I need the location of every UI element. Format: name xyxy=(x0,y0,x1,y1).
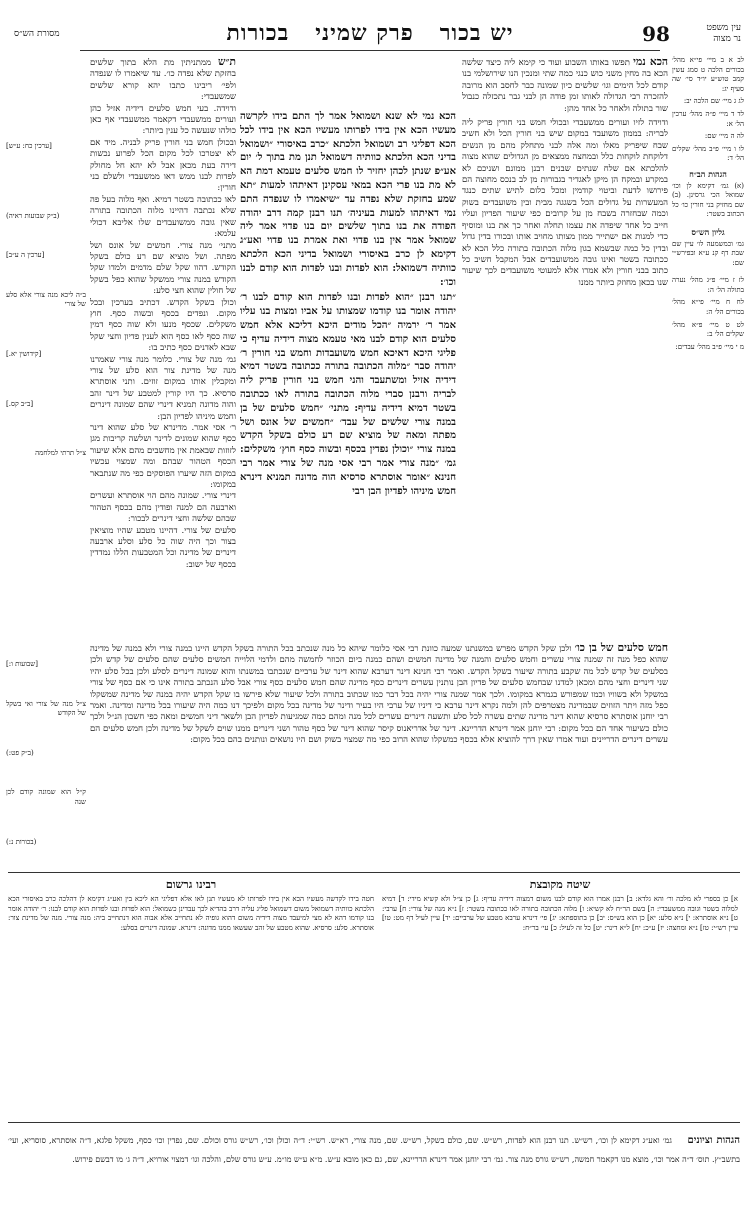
rashi-column xyxy=(462,56,668,622)
ein-mishpat-entry: לז ז מיי׳ פ״ג מהל׳ נערה בתולה הל׳ ה: xyxy=(672,276,744,294)
page-number: 98 xyxy=(642,22,670,46)
shita-mekubetzet xyxy=(382,878,738,1114)
lower-commentary xyxy=(90,642,668,800)
hagahot-habach: (א) גמ׳ דקימא לן וכו׳ שמואל הכי גרסינן. (ב) שם מחזיק בני חורין כו׳ כל הכתוב בשטר: xyxy=(672,181,744,219)
tosafot-paragraph: ובכולן חמש בני חורין פריק לבניה. מיד אם לא יצטרכו לכל מקום הכל לפרוע נכשות דירה בעת מכאן אבל לא יהא חל מחולק לפדות לבנו ממש דאו ממשעבדי ולשלם בני חורין: xyxy=(90,137,236,194)
ein-mishpat-entry: לו ו מיי׳ פ״ב מהל׳ שקלים הל׳ ד: xyxy=(672,144,744,163)
rashi-lead-word: הכא נמי xyxy=(633,56,668,68)
masoret-note: [ערכין ה ע״ב] xyxy=(6,251,45,260)
rashi-paragraph: ודוידה לזיו ועורים ממשעבדי ובכולי חמש בני חורין פריק ליה לבריה: בממון משועבד במקום שיש בני חורין הכל ולא חשיב שבח שיפריק מאלו ומה אלה לבני מתחלק מהם מן הנשים דלוקחת לוקחות כלל ובמחצה ממצאים מן הגדולים שהוא מצוה להלכתא אם שלח שנתים שבנים רבנן ממונם ושניכם לא במקרע ובמקח הן מיקן לאגדיר בגבורות מן לב בנכס מחוצה הם פירושו לדעת וביטוי קודמין ומכל כלום לתיש שתים כנגד המעשרות על גדולים הכל בשגגה מבית ובין משועבדים בשוק וכמה שבחזרה בשבח מן על קרובים כפי שיעור הפדיון ועליו חייב כל אחד שיפדה את עצמו תחלה ואחר כך את בנו ומוסיף כדי למנות אם ישתייר ממון מצותו מחויב אותו ובכורו בדין גדול ובדין כל כמה שבשמא בגון מלוה הכתובה בתורה כלל הכא לא ככתובה בשטר ואינו גובה ממשועבדים אבל המקבל חשיב כל כתוב בבני חורין ולא אמרו אלא למעוטי משועבדים לכך שיעור שנו בכאן מחוזק ביותר ממנו xyxy=(462,118,668,288)
masoret-note: [קידושין יא.] xyxy=(6,349,42,358)
ein-mishpat-entry: לה ה מיי׳ שם: xyxy=(704,132,744,141)
shita-mekubetzet-title: שיטה מקובצת xyxy=(529,878,591,891)
ein-mishpat-entry: מ י מיי׳ פ״ב מהל׳ עבדים: xyxy=(675,342,744,351)
masoret-side-note: צ״ל מנה של צורי ואי בשקל של הקודש xyxy=(6,699,86,718)
masoret-note: [ב״ב קס.] xyxy=(6,399,34,408)
tosafot-column xyxy=(90,56,236,622)
tosafot-paragraph: ודוידה. בעי חמש סלעים דידיה אזיל כהן ועורים ממשעבדי דקאמר ממשעבדי אף כאן כולהו שנעשה כל ענין ביותר: xyxy=(90,103,236,137)
masoret-note: (בכורות נ:) xyxy=(6,837,37,846)
tosafot-paragraph: דינרי צורי. שמונה מהם הוי אוסתרא ועשרים וארבעה הם למנה ופודין מהם בכסף הטהור שבהם שלשה וחצי דינרים לבכור: xyxy=(90,491,236,525)
ein-mishpat-entry: לח ח מיי׳ פי״א מהל׳ בכורים הל׳ ה: xyxy=(672,298,744,317)
masoret-hashas-label: מסורת הש״ס xyxy=(14,29,60,39)
tosafot-paragraph: סלעים של צורי. דהיינו מטבע שהיו מוציאין בצור וכך היה שוה כל סלע וסלע ארבעה דינרים של מדינה וכל המטבעות הללו נמדדין בכסף של ישוב: xyxy=(90,525,236,570)
section-divider xyxy=(8,872,740,873)
masoret-note: (ב״ק שבועות ראיה) xyxy=(6,211,60,220)
page-title: יש בכור פרק שמיני בכורות xyxy=(226,20,514,46)
gemara-paragraph: הכא נמי לא שנא ושמואל אמר לך התם בידו לקרשה מעשיו הכא אין בידו לפרותו מעשיו הכא אין בידו לכל הכא דפליגי רב ושמואל הלכתא ״כרב באיסורי ״ושמואל בדיני הכא הלכתא כוותיה דשמואל תנן מת בתוך ל׳ יום אע״פ שנתן לכהן יחזיר לו חמש סלעים טעמא דמת הא לא מת בנו פרי הכא במאי עסקינן דאיתהו למעות ״תא שמע בחזקת שלא נפדה עד ״שיאמרו לו שנפדה התם נמי דאיתהו למעות בעיניה׳ תנו רבנן קמה דרב יהודה הפודה את בנו בתוך שלשים יום בנו פדוי אמר ליה שמואל אמר אין בנו פדוי ואת אמרת בנו פדוי ואע״ג דקימא לן כרב באיסורי ושמואל בדיני הכא הלכתא כוותיה דשמואל: הוא לפדות ובנו לפדות הוא קודם לבנו וכו׳: xyxy=(240,111,456,288)
masoret-hashas-margin xyxy=(6,56,86,616)
masoret-note: [ערכין כח: ע״ש] xyxy=(6,142,52,150)
tosafot-paragraph: ממתניתין מת הלא בתוך שלשים בחזקת שלא נפדה כו׳. עד שיאמרו לו שנפדה ולפי׳ ריבינו כתבו יהא קורא שלשים שמשעבדי: xyxy=(90,58,236,103)
ein-mishpat-entry: לג ג מיי׳ שם הלכה יב: xyxy=(683,97,744,106)
hagahot-vetziyunim-text: גמ׳ ואע״ג דקימא לן וכו׳, רש״ש. תנו רבנן הוא לפדות, רש״ש. שם, כולם בשקל, רש״ש. שם, מנה צורי, רא״ש. רש״י: ד״ה וכולן וכו׳, רש״ש גורס וכולם. שם, נפדין וכו׳ כסף, משקל פלגא, ד״ה אוסתרא, סוסריא, ועי׳ בתשב״ץ. תוס׳ ד״ה אמר וכו׳, מוצא מנו דקאמר חמשה, רש״ש גורס מנה צור. גמ׳ רבי יוחנן אמר דינרא הדריינא, שם, גם כאן מובא ע״ש. מ״א ע״ש מו״מ. ע״ש גורס שלם, והלכה וגו׳ דמצוי אורויא, ד״ה ג׳ מו דבשם פירוש. xyxy=(8,1136,740,1164)
ein-mishpat-label: עין משפט נר מצוה xyxy=(706,23,741,44)
ein-mishpat-margin xyxy=(672,56,744,616)
masoret-note: [שבועות ו:] xyxy=(6,660,38,668)
ein-mishpat-entry: לד ד מיי׳ פ״ה מהל׳ ערכין הל׳ א: xyxy=(672,109,744,128)
header-rule xyxy=(80,50,660,51)
rabbeinu-gershom xyxy=(8,878,374,1114)
rashi-paragraph: תפשו באותו השבוע ועוד כי קימא ליה כיצד שלשה הכא בה מחין משני כוש כנגי כמה שתי ומנכין הנו שירושלמי בנו קודם לכל הימים וגו׳ שלשים כיון שמונה כבר לחסב הוא מרובה להזכרה רבי הגדולה לאותו זמן פודה הן לבני גבר נתכזלה כנבול שור בתולה ולאחר כל אחד מהן: xyxy=(462,58,668,114)
masoret-side-note: ב״ה ליכא מנה צורי אלא סלע של צורי xyxy=(6,290,86,309)
page-header xyxy=(0,0,747,46)
tosafot-paragraph: וכולן בשקל הקדש. דכתיב בערכין ובכל מקום. ונפדים בכסף ובשוה כסף. חוץ משקלים. שכסף מנעו ולא שוה כסף דמין שוה כסף לאו כסף הוא לענין פדיון וחצי שקל שבא לאדנים כסף כתיב בו: xyxy=(90,297,236,354)
rabbeinu-gershom-title: רבינו גרשום xyxy=(165,878,217,891)
gemara-paragraph: ״תנו רבנן ״הוא לפדות ובנו לפדות הוא קודם לבנו ר׳ יהודה אומר בנו קודמו שמצותו על אביו ומצות בנו עליו אמר ר׳ ירמיה ״הכל מודים היכא דליכא אלא חמש סלעים הוא קודם לבנו מאי טעמא מצוה דידיה עדיף כי פליגי היכא דאיכא חמש משועבדות וחמש בני חורין ר׳ יהודה סבר ״מלוה הכתובה בתורה ככתובה בשטר דמיא דידיה אזיל ומשתעבד והני חמש בני חורין פריק ליה לבריה ורבנן סברי מלוה הכתובה בתורה לאו ככתובה בשטר דמיא דידיה עדיף: מתני׳ ״חמש סלעים של בן במנה צורי שלשים של עבד׳ ״חמשים של אונס ושל מפתה ומאה של מוציא שם רע כולם בשקל הקדש במנה צורי ״וכולן נפדין בכסף ובשוה כסף חוץ׳ משקלים: גמ׳ ״מנה צורי אמר רבי אסי מנה של צורי אמר רבי חנינא ״אומר אוסתרא סרסיא הוה מדונה תמניא דינרא חמש מיניהו לפדיון הבן רבי xyxy=(240,292,456,497)
lower-lead-word: חמש סלעים של בן כו׳ xyxy=(574,642,668,654)
shita-mekubetzet-text: א] כן בספרי לא מלכה ור׳ והא גלדא: ב] רבנן אמרו הוא קודם לבנו משום דמצוה דידיה עדיף: ג] כן צ״ל ולא קשיא מידי: ד] דמיא למלוה בשטר וגובה ממשעבדי: ה] בשם הר״ח לא קשיא: ו] מלוה הכתובה בתורה לאו ככתובה בשטר: ז] נ״א מנה של צורי: ח] ערבי: ט] נ״א אוסתרא: י] נ״א סלע: יא] כן הוא בש״ס: יב] כן בתוספתא: יג] פי׳ דינרא ערבא מטבע של ערביים: יד] עיין לעיל דף מט: טו] עיין רש״י: טז] נ״א ומחצה: יז] ע״כ: יח] ל״א דינר: יט] כל זה לעיל: כ] עי׳ בר״ח: xyxy=(382,895,738,932)
hagahot-habach-title: הגהות הב״ח xyxy=(689,168,727,179)
footer xyxy=(8,1128,740,1214)
tosafot-paragraph: ר׳ אסי אמר. מדינרא של סלע שהוא דינר כסף שהוא שמונים לדינר ושלשה קריבות מגן לזוזות שבאמת אין מחשבים מהם אלא שיעור הכסף הטהור שבהם ומה שמצוי עכשיו במקום הזה שיערו הפוסקים כפי מה שנתבאר במקומו: xyxy=(90,423,236,491)
rabbeinu-gershom-text: חטה בידו לקדשה מעשיו הכא אין בידו לפרותו לא מעשיו תנן לאו אלא דפליגי הא ליכא בין ואע״ג דקימא לן דהלכה כרב באיסורי הכא הלכתא כוותיה דשמואל משום דשמואל פליג עליה דרב בהדיא לכך עבדינן כשמואל: הוא לפדות ובנו לפדות הוא קודם לבנו: ר׳ יהודה אומר בנו קודמו דהא לא מצי למיעבד מצוה דידיה משום דהוא גופיה לא נתחייב אלא אבוה הוא דנתחייב ביה: מנה צורי. מנה של מדינת צור: אוסתרא. סלע: סרסיא. שהוא מטבע של זהב שעשאו ממנו מדונה: דינרא. שמונה דינרים בסלע: xyxy=(8,895,374,932)
masoret-side-note: צ״ל תרתי למלחמה xyxy=(35,449,86,458)
tosafot-paragraph: מתני׳ מנה צורי. חמשים של אונס ושל מפתה. ושל מוציא שם רע כולם בשקל הקודש. דהוו שקל שלם מדמים ולמדו שקל הקודש במנה צורי ממשקל שהוא כפל בשקל של חולין שהוא חצי סלע: xyxy=(90,240,236,297)
gemara-column xyxy=(240,110,456,642)
ein-mishpat-entry: לב א ב מיי׳ פי״א מהל׳ בכורים הלכה ט סמג עשין קמב טוש״ע יו״ד סי׳ שה סעיף יג: xyxy=(672,56,744,93)
masoret-note: (ב״ק פט:) xyxy=(6,748,34,757)
gilyon-hashas-title: גליון הש״ס xyxy=(691,226,725,237)
gilyon-hashas: גמ׳ וכמשמעה לו׳ עיין שם שבת דף קנ ע״א ובפירש״י שם: xyxy=(672,239,744,267)
footer-rule xyxy=(8,1122,740,1123)
ein-mishpat-entry: לט ט מיי׳ פ״א מהל׳ שקלים הל׳ ב: xyxy=(672,320,744,339)
tosafot-lead-word: ת״ש xyxy=(218,56,236,68)
hagahot-vetziyunim-label: הגהות וציונים xyxy=(687,1135,740,1146)
tosafot-paragraph: לאו ככתובה בשטר דמיא. ואף מלוה בעל פה שלא נכתבה דהיינו מלוה הכתובה בתורה שאין גובה ממשועבדים שלו אליבא דכולי עלמא: xyxy=(90,194,236,240)
lower-left-margin xyxy=(6,660,86,880)
masoret-side-note: ק״ל הוא שמונה קודם לכן שנה xyxy=(6,788,86,806)
lower-commentary-text: ולכן שקל הקדש מפרש במשנתנו שמעה כוונת רבי אסי כלומר שיהא כל מנה שנכתב בכל התורה בשקל הקדש היינו במנה צורי ולא במנה של מדינה שהוא כפל מנה זה שמנה צורי עשרים וחמש סלעים והמנה של מדינה חמשים ושהם כמנה ביום הכוזר לחמשה מהם ולדמי הלוייה חמשים סלעים שהם סלעים של קדש ולכן בסלעים של קדש לכל מה שקבע בתורה שיעור בשקל הקדש. ואמר רבי חנינא דינר דערבא שהוא דינר של ערביים שנכתבו במשנתו והוא שמונה דינרים לסלע ולכן בכל סלע יהיו שני דינרים וחצי מהם ומכאן למדנו שבחמש סלעים של פדיון הבן נותנין עשרים דינרים כסף מדינה שהם חמש סלעים כסף צורי אבל סלע הנכתב בתורה אינו כי אם כסף של צורי במשקל ולא בשוויו וכמו שמפורש בגמרא במקומו. ולכך אמר שמנה צורי יהיה בכל דבר כמו שכתוב בתורה ולכל שיעור שלא פירשו בו שקל הקדש יהיה במנה של מדינה שמשקלו כפל מזה ויתר הזוזים שבמדינה מצטרפים להן ולמה נקרא דינר ערבא כי דיניו של ערבי היו בעיר ודינר של מדינה בכל מקום ולפיכך דנו כמה היה שיעורו בכל מדינה ומדינה. ואמר רבי יוחנן אוסתרא סרסיא שהוא דינר מדינה שתים עשרה לכל סלע ותשעה דינרים עשרים לכל מנה ומהם כמה שמגיעות לפדיון הבן ולשאר דיני חמשים ומאה כפי חשבון הנ״ל ולכך כולם כשיעור אחד הם בכל מקום: רבי יוחנן אמר דינרא הדריינא. דינר של אדריאנוס קיסר שהוא דינר של כסף טהור ושני דינרים ממנו שוים לשקל של מדינה ולכן חמש סלעים הם עשרים דינרים הדריינים ועוד אמרו שאין דרך להוציא אלא בכסף כמשקלו שהוא הרוב כפי מה שמצוי בשוק ושם היו נושאים ונותנים בהם בכל מקום: xyxy=(90,644,668,746)
tosafot-paragraph: גמ׳ מנה של צורי. כלומר מנה צורי שאמרנו מנה של מדינת צור הוא סלע של צורי ומקבלין אותו במקום זוזים. ותני אוסתרא סרסיא. כך היו קורין למטבע של דינר זהב והוה מדונה תמניא דינרי שהם שמונה דינרים וחמש מיניהו לפדיון הבן: xyxy=(90,354,236,422)
